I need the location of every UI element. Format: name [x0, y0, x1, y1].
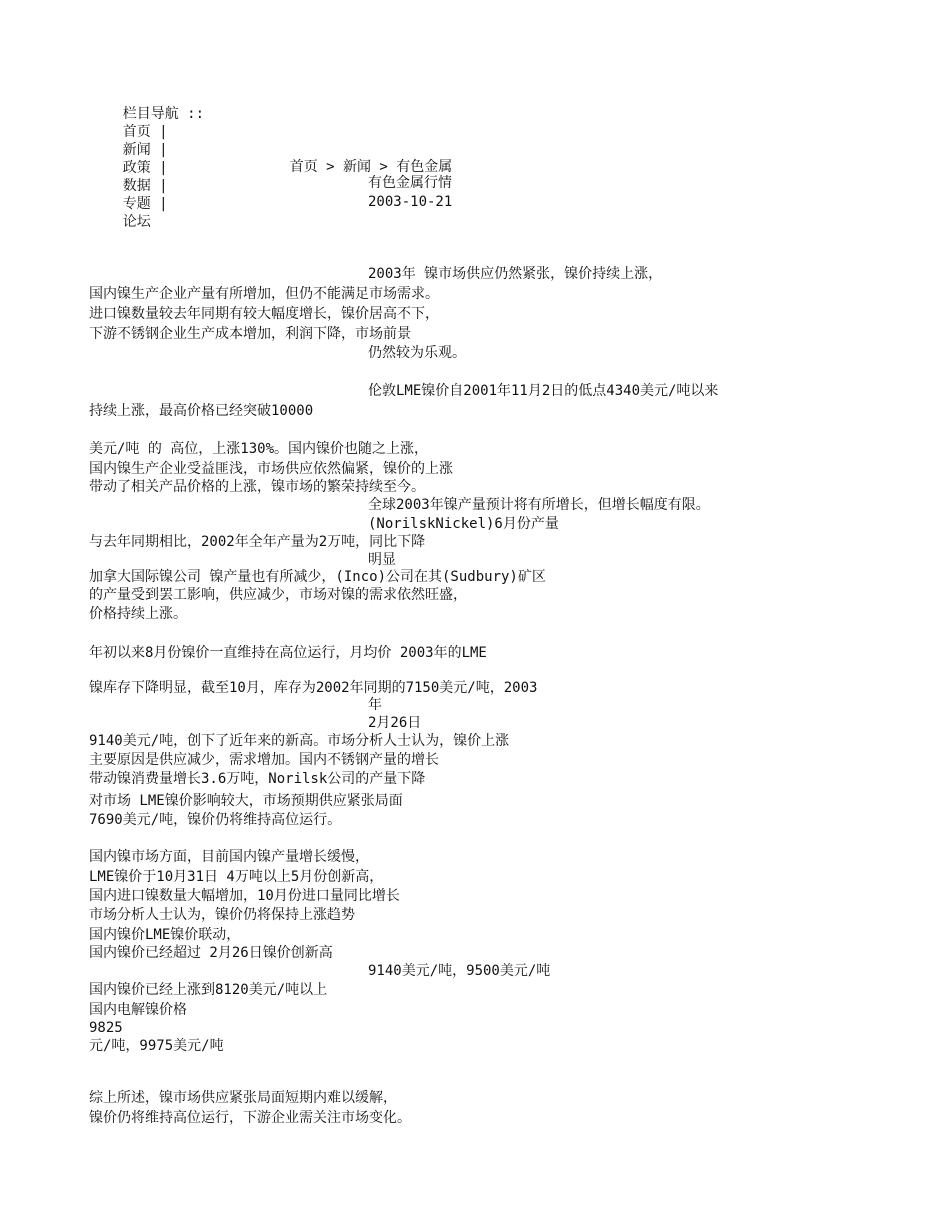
paragraph-line: 镍库存下降明显，截至10月，库存为2002年同期的7150美元/吨，2003 [89, 680, 538, 696]
paragraph-line: 明显 [368, 552, 396, 568]
paragraph-line: 国内电解镍价格 [89, 1002, 187, 1018]
paragraph-line: 元/吨，9975美元/吨 [89, 1038, 224, 1054]
nav-link-news[interactable]: 新闻 [122, 142, 151, 158]
paragraph-line: 与去年同期相比，2002年全年产量为2万吨，同比下降 [89, 534, 426, 550]
paragraph-line: 国内进口镍数量大幅增加，10月份进口量同比增长 [89, 888, 400, 904]
paragraph-line: 持续上涨，最高价格已经突破10000 [89, 403, 314, 419]
paragraph-line: 2月26日 [368, 715, 422, 731]
paragraph-line: LME镍价于10月31日 4万吨以上5月份创新高， [89, 869, 384, 885]
article-category: 有色金属行情 [368, 175, 452, 191]
paragraph-line: 国内镍价LME镍价联动， [89, 927, 241, 943]
paragraph-line: 美元/吨 的 高位，上涨130%。国内镍价也随之上涨， [89, 441, 428, 457]
paragraph-line: 国内镍生产企业受益匪浅，市场供应依然偏紧，镍价的上涨 [89, 461, 453, 477]
paragraph-line: 价格持续上涨。 [89, 606, 187, 622]
nav-link-policy[interactable]: 政策 [122, 160, 151, 176]
breadcrumb-path[interactable]: 首页 > 新闻 > 有色金属 [289, 159, 453, 175]
article-date: 2003-10-21 [368, 194, 453, 210]
paragraph-line: 综上所述，镍市场供应紧张局面短期内难以缓解， [89, 1090, 397, 1106]
paragraph-line: 仍然较为乐观。 [368, 345, 466, 361]
paragraph-line: 全球2003年镍产量预计将有所增长，但增长幅度有限。 [368, 497, 710, 513]
paragraph-line: 国内镍价已经上涨到8120美元/吨以上 [89, 982, 328, 998]
paragraph-line: 带动了相关产品价格的上涨，镍市场的繁荣持续至今。 [89, 479, 425, 495]
paragraph-line: 加拿大国际镍公司 镍产量也有所减少，(Inco)公司在其(Sudbury)矿区 [89, 569, 546, 585]
nav-link-data[interactable]: 数据 [122, 178, 151, 194]
paragraph-line: 的产量受到罢工影响，供应减少，市场对镍的需求依然旺盛， [89, 587, 467, 603]
paragraph-line: 9140美元/吨，创下了近年来的新高。市场分析人士认为，镍价上涨 [89, 733, 510, 749]
paragraph-line: 市场分析人士认为，镍价仍将保持上涨趋势 [89, 907, 355, 923]
paragraph-line: 年初以来8月份镍价一直维持在高位运行，月均价 2003年的LME [89, 645, 487, 661]
paragraph-line: 进口镍数量较去年同期有较大幅度增长，镍价居高不下， [89, 306, 439, 322]
paragraph-line: 伦敦LME镍价自2001年11月2日的低点4340美元/吨以来 [368, 383, 719, 399]
paragraph-line: 国内镍生产企业产量有所增加，但仍不能满足市场需求。 [89, 286, 439, 302]
paragraph-line: 主要原因是供应减少，需求增加。国内不锈钢产量的增长 [89, 752, 439, 768]
paragraph-line: 国内镍价已经超过 2月26日镍价创新高 [89, 945, 333, 961]
paragraph-line: 对市场 LME镍价影响较大，市场预期供应紧张局面 [89, 793, 403, 809]
nav-link-topics[interactable]: 专题 [122, 196, 151, 212]
nav-prefix: 栏目导航 :: [122, 106, 205, 122]
paragraph-line: 镍价仍将维持高位运行，下游企业需关注市场变化。 [89, 1110, 411, 1126]
paragraph-line: 带动镍消费量增长3.6万吨，Norilsk公司的产量下降 [89, 771, 426, 787]
paragraph-line: 7690美元/吨，镍价仍将维持高位运行。 [89, 812, 342, 828]
paragraph-line: 9140美元/吨，9500美元/吨 [368, 963, 551, 979]
paragraph-line: (NorilskNickel)6月份产量 [368, 516, 559, 532]
nav-link-home[interactable]: 首页 [122, 124, 151, 140]
paragraph-line: 2003年 镍市场供应仍然紧张，镍价持续上涨， [368, 266, 663, 282]
paragraph-line: 国内镍市场方面，目前国内镍产量增长缓慢， [89, 849, 369, 865]
paragraph-line: 年 [368, 697, 382, 713]
nav-link-forum[interactable]: 论坛 [122, 214, 151, 230]
top-navigation: 栏目导航 :: 首页 | 新闻 | 政策 | 数据 | 专题 | 论坛 [122, 106, 205, 230]
paragraph-line: 9825 [89, 1020, 123, 1036]
paragraph-line: 下游不锈钢企业生产成本增加，利润下降，市场前景 [89, 326, 411, 342]
